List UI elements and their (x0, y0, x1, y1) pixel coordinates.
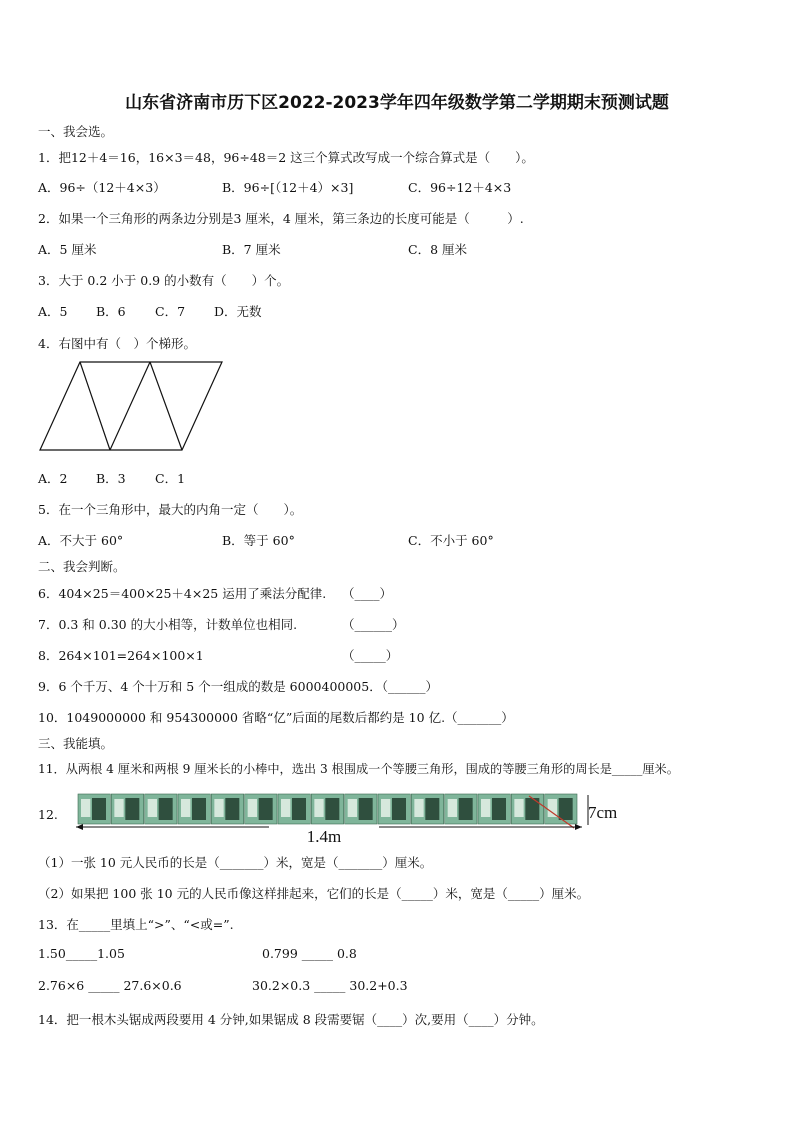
figure-diagonal-2 (110, 362, 150, 450)
banknote-portrait (392, 798, 406, 820)
banknote-portrait (192, 798, 206, 820)
banknote-panel (214, 799, 223, 817)
figure-diagonal-3 (150, 362, 182, 450)
banknote (178, 794, 210, 824)
q3-option-d: D．无数 (214, 304, 262, 319)
banknote (211, 794, 243, 824)
banknote (411, 794, 443, 824)
banknote (378, 794, 410, 824)
figure-diagonal-1 (80, 362, 110, 450)
banknote-portrait (159, 798, 173, 820)
q12-sub-2: （2）如果把 100 张 10 元的人民币像这样排起来，它们的长是（_____）米，宽是（_____）厘米。 (38, 886, 590, 901)
q12-sub-1: （1）一张 10 元人民币的长是（_______）米，宽是（_______）厘米。 (38, 855, 433, 870)
q6-blank: （____） (342, 586, 393, 601)
q1-option-c: C．96÷12＋4×3 (408, 180, 512, 195)
banknote-panel (314, 799, 323, 817)
figure-outline (40, 362, 222, 450)
question-13: 13．在_____里填上“>”、“<或=”. (38, 917, 234, 932)
q5-option-b: B．等于 60° (222, 533, 295, 548)
q4-option-c: C．1 (155, 471, 186, 486)
q2-option-c: C．8 厘米 (408, 242, 467, 257)
q2-option-a: A．5 厘米 (38, 242, 97, 257)
q4-option-b: B．3 (96, 471, 126, 486)
banknote-portrait (292, 798, 306, 820)
question-14: 14．把一根木头锯成两段要用 4 分钟,如果锯成 8 段需要锯（____）次,要用（____）分钟。 (38, 1012, 544, 1027)
banknote (545, 794, 577, 824)
banknote-portrait (325, 798, 339, 820)
banknote (345, 794, 377, 824)
banknote-portrait (492, 798, 506, 820)
q3-option-c: C．7 (155, 304, 186, 319)
q3-option-a: A．5 (38, 304, 68, 319)
banknote-portrait (559, 798, 573, 820)
banknote-panel (414, 799, 423, 817)
arrow-head-left (76, 824, 83, 830)
banknote-portrait (459, 798, 473, 820)
q3-option-b: B．6 (96, 304, 126, 319)
question-10: 10．1049000000 和 954300000 省略“亿”后面的尾数后都约是 10 亿.（_______） (38, 710, 514, 725)
banknote-portrait (92, 798, 106, 820)
banknote (445, 794, 477, 824)
banknote (478, 794, 510, 824)
banknote-panel (514, 799, 523, 817)
q7-blank: （______） (342, 617, 405, 632)
banknote-portrait (225, 798, 239, 820)
banknote-strip (78, 794, 577, 828)
banknote-panel (348, 799, 357, 817)
banknote (245, 794, 277, 824)
banknote (511, 794, 543, 824)
q5-option-c: C．不小于 60° (408, 533, 494, 548)
banknote-panel (114, 799, 123, 817)
banknote (311, 794, 343, 824)
banknote (78, 794, 110, 824)
section-heading-choice: 一、我会选。 (38, 124, 114, 139)
question-2: 2．如果一个三角形的两条边分别是3 厘米，4 厘米，第三条边的长度可能是（ ）. (38, 211, 524, 226)
section-heading-fill: 三、我能填。 (38, 736, 114, 751)
banknote-portrait (125, 798, 139, 820)
question-4: 4．右图中有（ ）个梯形。 (38, 336, 196, 351)
banknote (111, 794, 143, 824)
question-9: 9．6 个千万、4 个十万和 5 个一组成的数是 6000400005．（______） (38, 679, 438, 694)
banknote (278, 794, 310, 824)
q13-row1-right: 0.799 _____ 0.8 (262, 946, 357, 961)
question-11: 11．从两根 4 厘米和两根 9 厘米长的小棒中，选出 3 根围成一个等腰三角形，围成的等腰三角形的周长是_____厘米。 (38, 762, 679, 776)
question-1: 1．把12＋4＝16，16×3＝48，96÷48＝2 这三个算式改写成一个综合算式是（ ）。 (38, 150, 534, 165)
q12-number: 12. (38, 807, 58, 822)
q2-option-b: B．7 厘米 (222, 242, 281, 257)
banknote-row-figure (74, 790, 634, 846)
q13-row2-left: 2.76×6 _____ 27.6×0.6 (38, 978, 182, 993)
banknote-panel (481, 799, 490, 817)
question-8: 8．264×101=264×100×1 (38, 648, 204, 663)
banknote-panel (248, 799, 257, 817)
width-label: 7cm (588, 803, 618, 822)
banknote-portrait (425, 798, 439, 820)
banknote-panel (81, 799, 90, 817)
question-6: 6．404×25＝400×25＋4×25 运用了乘法分配律. (38, 586, 327, 601)
q13-row1-left: 1.50_____1.05 (38, 946, 125, 961)
q13-row2-right: 30.2×0.3 _____ 30.2+0.3 (252, 978, 408, 993)
banknote-panel (381, 799, 390, 817)
q1-option-b: B．96÷[（12＋4）×3] (222, 180, 354, 195)
question-7: 7．0.3 和 0.30 的大小相等，计数单位也相同. (38, 617, 298, 632)
question-5: 5．在一个三角形中，最大的内角一定（ ）。 (38, 502, 303, 517)
banknote-portrait (359, 798, 373, 820)
q8-blank: （_____） (342, 648, 399, 663)
section-heading-judge: 二、我会判断。 (38, 559, 126, 574)
banknote-panel (448, 799, 457, 817)
banknote-panel (181, 799, 190, 817)
banknote-panel (281, 799, 290, 817)
length-label: 1.4m (306, 827, 342, 846)
trapezoid-figure (36, 358, 226, 454)
banknote-panel (148, 799, 157, 817)
banknote-portrait (259, 798, 273, 820)
q5-option-a: A．不大于 60° (38, 533, 124, 548)
q4-option-a: A．2 (38, 471, 68, 486)
question-3: 3．大于 0.2 小于 0.9 的小数有（ ）个。 (38, 273, 290, 288)
q1-option-a: A．96÷（12＋4×3） (38, 180, 166, 195)
arrow-head-right (575, 824, 582, 830)
banknote (145, 794, 177, 824)
page-title: 山东省济南市历下区2022-2023学年四年级数学第二学期期末预测试题 (125, 93, 669, 113)
